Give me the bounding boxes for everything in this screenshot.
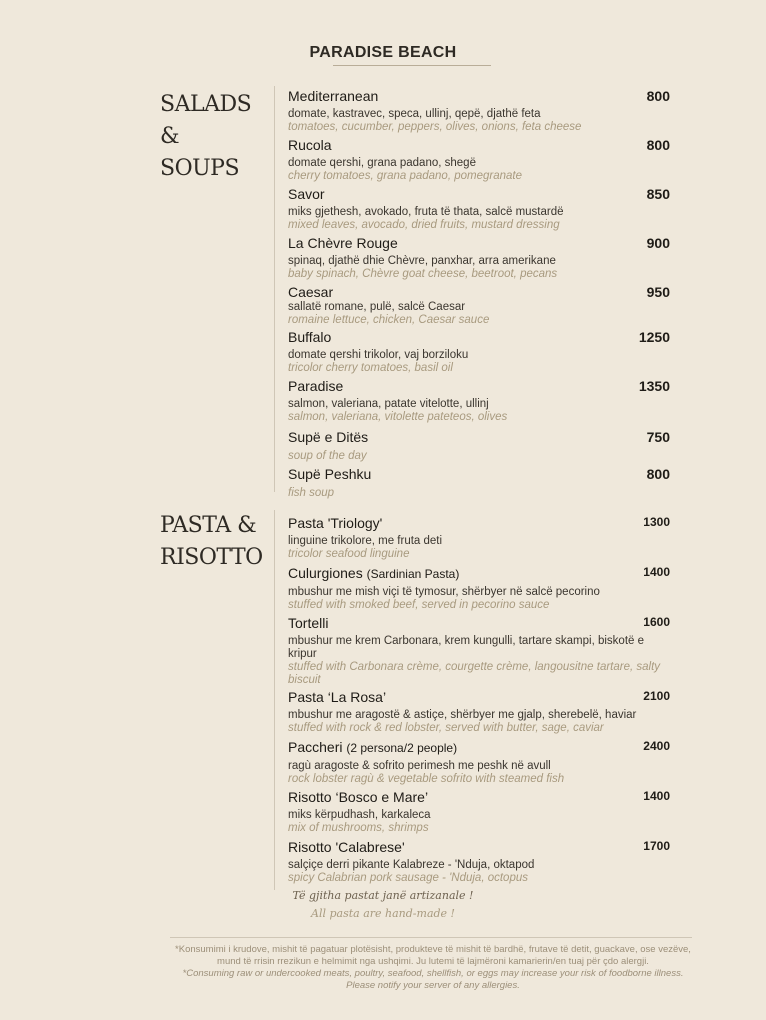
- item-price: 1600: [643, 615, 670, 629]
- item-description-english: tricolor seafood linguine: [288, 548, 410, 560]
- item-description-english: stuffed with smoked beef, served in pecorino sauce: [288, 599, 550, 611]
- menu-item-soup-of-the-day: [288, 429, 670, 463]
- item-description-english: tomatoes, cucumber, peppers, olives, onions, feta cheese: [288, 121, 582, 133]
- menu-item-fish-soup: [288, 466, 670, 500]
- section-title-pasta-risotto: [160, 510, 272, 574]
- item-name: Supë Peshku: [288, 466, 372, 482]
- menu-item-culurgiones: [288, 565, 670, 612]
- handmade-note-english: All pasta are hand-made !: [311, 907, 455, 920]
- item-description-albanian: salçiçe derri pikante Kalabreze - 'Nduja, oktapod: [288, 859, 535, 871]
- menu-item-paradise: [288, 378, 670, 424]
- item-name-note: (2 persona/2 people): [346, 741, 458, 755]
- item-price: 1350: [638, 378, 670, 394]
- item-price: 1700: [643, 839, 670, 853]
- item-name-text: Paccheri: [288, 739, 343, 755]
- menu-item-risotto-bosco-e-mare: [288, 789, 670, 835]
- item-name: [288, 739, 670, 757]
- item-description-albanian: ragù aragoste & sofrito perimesh me peshk në avull: [288, 760, 551, 772]
- item-price: 950: [646, 284, 670, 300]
- item-description-albanian: sallatë romane, pulë, salcë Caesar: [288, 301, 466, 313]
- item-description-albanian: mbushur me aragostë & astiçe, shërbyer me gjalp, sherebelë, haviar: [288, 709, 637, 721]
- item-description-albanian: mbushur me krem Carbonara, krem kungulli, tartare skampi, biskotë e kripur: [288, 635, 645, 660]
- menu-item-pasta-triology: [288, 515, 670, 561]
- item-description-english: salmon, valeriana, vitolette pateteos, olives: [288, 411, 508, 423]
- item-description-english: mix of mushrooms, shrimps: [288, 822, 429, 834]
- item-description-albanian: spinaq, djathë dhie Chèvre, panxhar, arra amerikane: [288, 255, 556, 267]
- item-description-english: stuffed with Carbonara crème, courgette crème, langousitne tartare, salty biscuit: [288, 661, 661, 686]
- item-price: 800: [646, 137, 670, 153]
- item-name-text: Culurgiones: [288, 565, 363, 581]
- item-description-albanian: mbushur me mish viçi të tymosur, shërbyer në salcë pecorino: [288, 586, 600, 598]
- menu-item-risotto-calabrese: [288, 839, 670, 885]
- item-name: Caesar: [288, 284, 334, 300]
- menu-item-buffalo: [288, 329, 670, 375]
- item-description-english: mixed leaves, avocado, dried fruits, mustard dressing: [288, 219, 560, 231]
- item-price: 1400: [643, 789, 670, 803]
- item-name: Risotto ‘Bosco e Mare’: [288, 789, 429, 805]
- item-name: Supë e Ditës: [288, 429, 369, 445]
- footer-divider: [170, 937, 692, 938]
- item-name: Mediterranean: [288, 88, 379, 104]
- item-name: La Chèvre Rouge: [288, 235, 398, 251]
- item-name: [288, 565, 670, 583]
- allergy-notice-english-2: Please notify your server of any allergies.: [346, 980, 520, 991]
- item-price: 1300: [643, 515, 670, 529]
- restaurant-title: PARADISE BEACH: [309, 44, 457, 61]
- item-description-english: rock lobster ragù & vegetable sofrito with steamed fish: [288, 773, 565, 785]
- handmade-note-albanian: Të gjitha pastat janë artizanale !: [292, 889, 474, 902]
- menu-item-rucola: [288, 137, 670, 183]
- section-title-salads-soups: [160, 89, 272, 185]
- title-divider: [333, 65, 491, 66]
- item-description-english: cherry tomatoes, grana padano, pomegranate: [288, 170, 522, 182]
- allergy-notice-english-1: *Consuming raw or undercooked meats, poultry, seafood, shellfish, or eggs may increase your risk of foodborne illness.: [182, 968, 684, 979]
- item-description-english: baby spinach, Chèvre goat cheese, beetroot, pecans: [288, 268, 558, 280]
- menu-item-savor: [288, 186, 670, 232]
- item-price: 900: [646, 235, 670, 251]
- section-divider-line: [274, 510, 275, 890]
- item-price: 750: [646, 429, 670, 445]
- item-name: Buffalo: [288, 329, 332, 345]
- item-name: Rucola: [288, 137, 332, 153]
- item-price: 2400: [643, 739, 670, 753]
- menu-item-la-chevre-rouge: [288, 235, 670, 281]
- item-name: Risotto 'Calabrese': [288, 839, 405, 855]
- item-description-english: stuffed with rock & red lobster, served with butter, sage, caviar: [288, 722, 604, 734]
- allergy-notice-albanian-1: *Konsumimi i krudove, mishit të pagatuar plotësisht, produkteve të mishit të bardhë, frutave të detit, guackave, ose vezëve,: [175, 944, 691, 955]
- item-description-english: tricolor cherry tomatoes, basil oil: [288, 362, 453, 374]
- item-description-english: fish soup: [288, 487, 335, 499]
- item-price: 800: [646, 88, 670, 104]
- section-title-line: RISOTTO: [160, 545, 263, 570]
- section-title-line: SALADS &: [160, 92, 252, 149]
- item-description-albanian: linguine trikolore, me fruta deti: [288, 535, 443, 547]
- menu-item-tortelli: [288, 615, 670, 687]
- item-description-english: soup of the day: [288, 450, 367, 462]
- item-name: Tortelli: [288, 615, 329, 631]
- item-name: Savor: [288, 186, 325, 202]
- item-name: Pasta 'Triology': [288, 515, 383, 531]
- item-name: Paradise: [288, 378, 344, 394]
- item-description-albanian: domate qershi trikolor, vaj borziloku: [288, 349, 469, 361]
- item-description-albanian: salmon, valeriana, patate vitelotte, ullinj: [288, 398, 489, 410]
- menu-item-paccheri: [288, 739, 670, 786]
- item-price: 1400: [643, 565, 670, 579]
- section-title-line: PASTA &: [160, 513, 257, 538]
- item-price: 800: [646, 466, 670, 482]
- item-description-english: romaine lettuce, chicken, Caesar sauce: [288, 314, 490, 326]
- menu-item-pasta-la-rosa: [288, 689, 670, 735]
- item-price: 850: [646, 186, 670, 202]
- item-description-albanian: domate qershi, grana padano, shegë: [288, 157, 476, 169]
- allergy-notice-albanian-2: mund të rrisin rrezikun e helmimit nga ushqimi. Ju lutemi të lajmëroni kamarierin/en tuaj për çdo alergji.: [217, 956, 649, 967]
- section-title-line: SOUPS: [160, 156, 240, 181]
- item-name-note: (Sardinian Pasta): [366, 567, 460, 581]
- item-description-english: spicy Calabrian pork sausage - 'Nduja, octopus: [288, 872, 528, 884]
- menu-item-caesar: [288, 284, 670, 327]
- menu-item-mediterranean: [288, 88, 670, 134]
- item-price: 2100: [643, 689, 670, 703]
- item-description-albanian: domate, kastravec, speca, ullinj, qepë, djathë feta: [288, 108, 541, 120]
- section-divider-line: [274, 86, 275, 492]
- item-name: Pasta ‘La Rosa’: [288, 689, 387, 705]
- item-price: 1250: [638, 329, 670, 345]
- item-description-albanian: miks gjethesh, avokado, fruta të thata, salcë mustardë: [288, 206, 564, 218]
- item-description-albanian: miks kërpudhash, karkaleca: [288, 809, 431, 821]
